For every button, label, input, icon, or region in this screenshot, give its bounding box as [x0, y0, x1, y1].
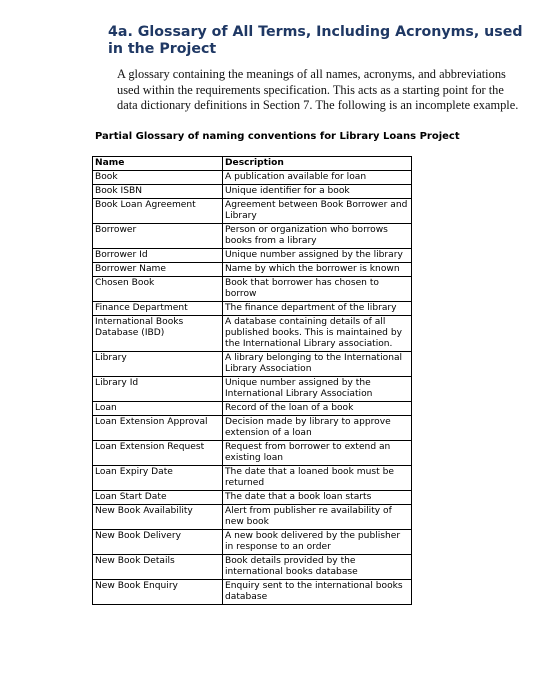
term-cell: New Book Availability: [93, 505, 223, 530]
term-cell: Borrower Name: [93, 263, 223, 277]
description-cell: Unique identifier for a book: [223, 185, 412, 199]
description-cell: Person or organization who borrows books from a library: [223, 224, 412, 249]
term-cell: New Book Enquiry: [93, 580, 223, 605]
table-row: [93, 416, 412, 441]
table-row: [93, 199, 412, 224]
table-row: [93, 316, 412, 352]
table-row: [93, 249, 412, 263]
table-row: [93, 580, 412, 605]
term-cell: Chosen Book: [93, 277, 223, 302]
description-cell: Enquiry sent to the international books database: [223, 580, 412, 605]
table-row: [93, 352, 412, 377]
intro-paragraph: A glossary containing the meanings of all names, acronyms, and abbreviations used within the requirements specification. This acts as a starting point for the data dictionary definitions in Section 7. The following is an incomplete example.: [117, 67, 519, 112]
glossary-table: [92, 156, 412, 605]
description-cell: A publication available for loan: [223, 171, 412, 185]
table-row: [93, 171, 412, 185]
table-row: [93, 377, 412, 402]
term-cell: Library: [93, 352, 223, 377]
description-cell: Agreement between Book Borrower and Library: [223, 199, 412, 224]
term-cell: Book: [93, 171, 223, 185]
table-row: [93, 555, 412, 580]
description-column-header: Description: [223, 157, 412, 171]
table-row: [93, 263, 412, 277]
description-cell: Alert from publisher re availability of new book: [223, 505, 412, 530]
term-cell: Borrower Id: [93, 249, 223, 263]
section-heading: 4a. Glossary of All Terms, Including Acronyms, used in the Project: [108, 24, 523, 57]
description-cell: Request from borrower to extend an existing loan: [223, 441, 412, 466]
term-cell: Loan: [93, 402, 223, 416]
description-cell: Decision made by library to approve extension of a loan: [223, 416, 412, 441]
table-row: [93, 491, 412, 505]
description-cell: A library belonging to the International Library Association: [223, 352, 412, 377]
term-cell: Book Loan Agreement: [93, 199, 223, 224]
description-cell: A database containing details of all published books. This is maintained by the International Library association.: [223, 316, 412, 352]
term-cell: Loan Extension Approval: [93, 416, 223, 441]
description-cell: Book details provided by the international books database: [223, 555, 412, 580]
table-row: [93, 505, 412, 530]
table-header-row: [93, 157, 412, 171]
table-row: [93, 224, 412, 249]
description-cell: The date that a loaned book must be returned: [223, 466, 412, 491]
term-cell: Loan Extension Request: [93, 441, 223, 466]
name-column-header: Name: [93, 157, 223, 171]
description-cell: Unique number assigned by the library: [223, 249, 412, 263]
term-cell: Loan Expiry Date: [93, 466, 223, 491]
table-row: [93, 402, 412, 416]
term-cell: Loan Start Date: [93, 491, 223, 505]
term-cell: Finance Department: [93, 302, 223, 316]
table-row: [93, 277, 412, 302]
table-row: [93, 441, 412, 466]
description-cell: Book that borrower has chosen to borrow: [223, 277, 412, 302]
glossary-body: [93, 171, 412, 605]
term-cell: New Book Details: [93, 555, 223, 580]
description-cell: A new book delivered by the publisher in response to an order: [223, 530, 412, 555]
table-row: [93, 302, 412, 316]
term-cell: International Books Database (IBD): [93, 316, 223, 352]
table-row: [93, 185, 412, 199]
table-caption: Partial Glossary of naming conventions for Library Loans Project: [95, 131, 460, 142]
description-cell: Record of the loan of a book: [223, 402, 412, 416]
table-row: [93, 466, 412, 491]
description-cell: The finance department of the library: [223, 302, 412, 316]
term-cell: Book ISBN: [93, 185, 223, 199]
description-cell: Unique number assigned by the International Library Association: [223, 377, 412, 402]
term-cell: New Book Delivery: [93, 530, 223, 555]
term-cell: Borrower: [93, 224, 223, 249]
table-row: [93, 530, 412, 555]
term-cell: Library Id: [93, 377, 223, 402]
description-cell: The date that a book loan starts: [223, 491, 412, 505]
description-cell: Name by which the borrower is known: [223, 263, 412, 277]
